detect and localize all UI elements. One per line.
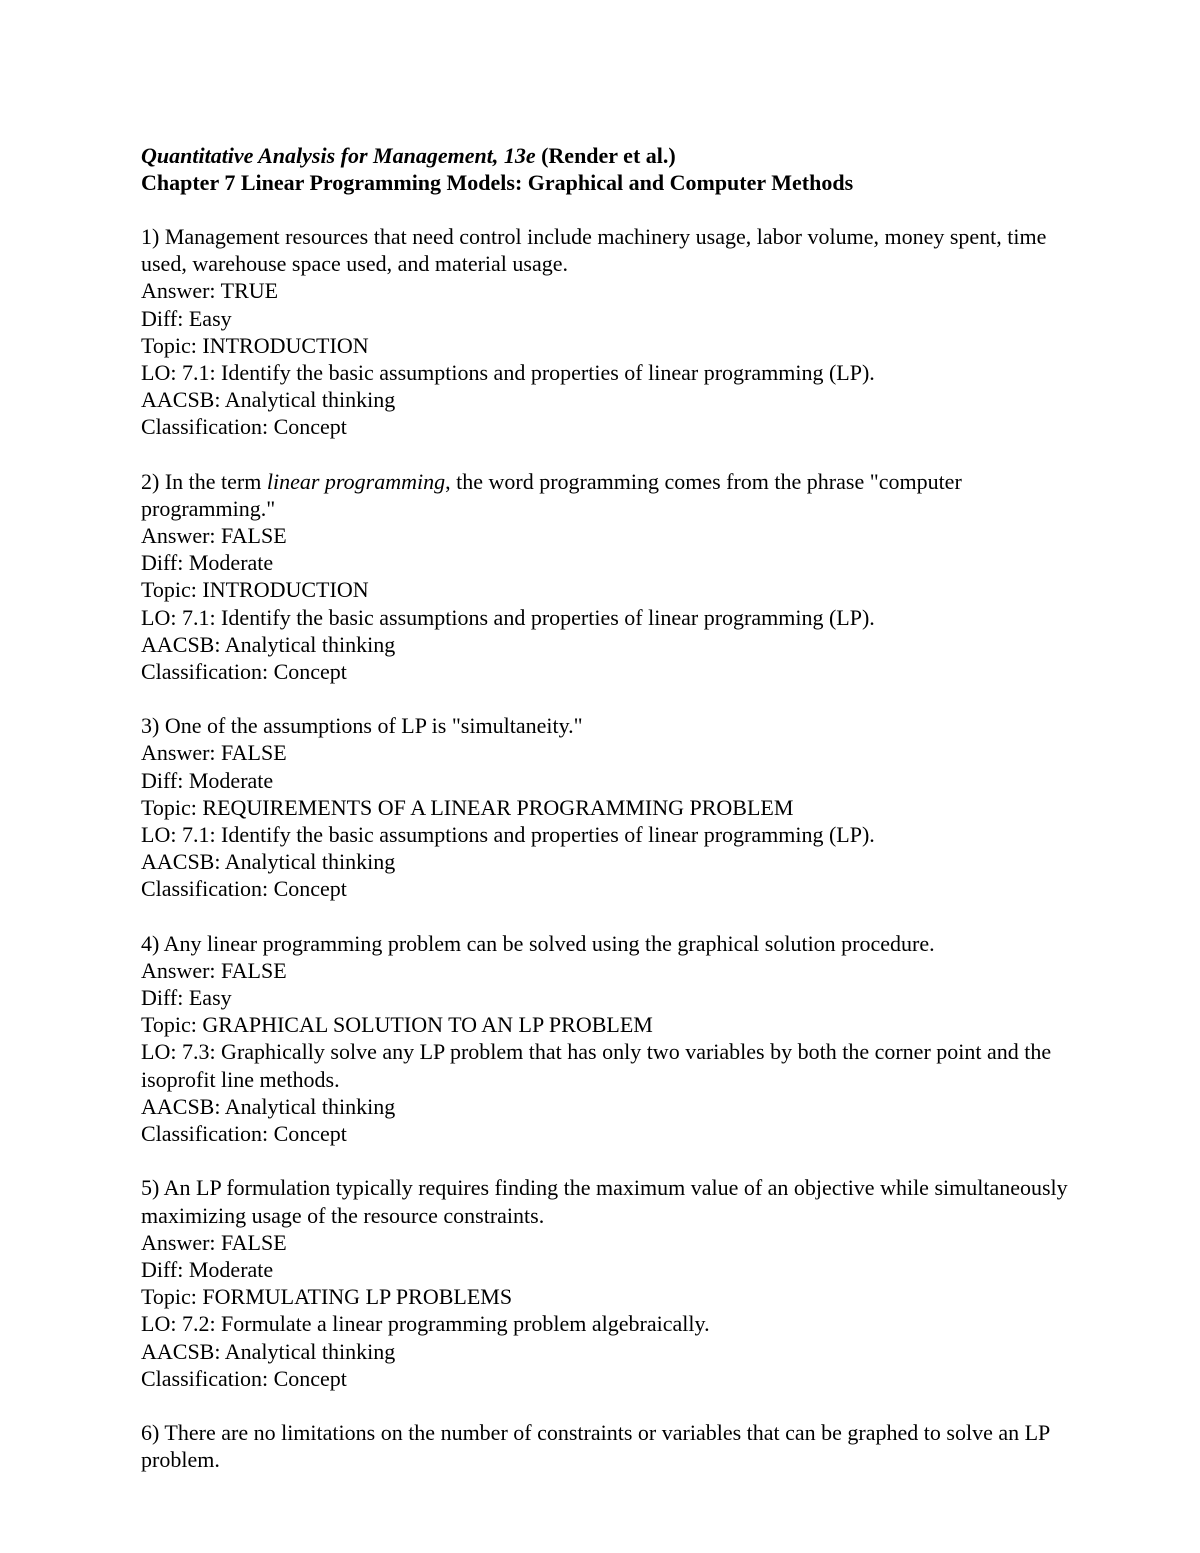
question-6	[141, 1419, 1071, 1473]
question-number: 3)	[141, 713, 160, 739]
learning-objective-line: LO: 7.1: Identify the basic assumptions and properties of linear programming (LP).	[141, 604, 875, 630]
learning-objective-line: LO: 7.3: Graphically solve any LP problem that has only two variables by both the corner point and the isoprofit line methods.	[141, 1039, 1052, 1092]
question-1	[141, 223, 1071, 441]
aacsb-line: AACSB: Analytical thinking	[141, 631, 396, 657]
question-text: 6) There are no limitations on the number of constraints or variables that can be graphed to solve an LP problem.	[141, 1419, 1050, 1473]
topic-line: Topic: INTRODUCTION	[141, 332, 369, 358]
question-text: 1) Management resources that need control include machinery usage, labor volume, money spent, time used, warehouse space used, and material usage.	[141, 224, 1047, 277]
answer-line: Answer: FALSE	[141, 523, 287, 549]
difficulty-line: Diff: Moderate	[141, 550, 274, 576]
classification-line: Classification: Concept	[141, 876, 347, 902]
chapter-title: Chapter 7 Linear Programming Models: Graphical and Computer Methods	[141, 170, 854, 195]
difficulty-line: Diff: Easy	[141, 305, 232, 331]
book-title: Quantitative Analysis for Management, 13e	[141, 143, 536, 168]
answer-line: Answer: FALSE	[141, 740, 287, 766]
learning-objective-line: LO: 7.2: Formulate a linear programming problem algebraically.	[141, 1311, 710, 1337]
question-number: 6)	[141, 1419, 160, 1445]
question-2	[141, 468, 1071, 686]
answer-line: Answer: FALSE	[141, 957, 287, 983]
classification-line: Classification: Concept	[141, 414, 347, 440]
emphasized-term: linear programming	[266, 468, 446, 494]
question-text: 2) In the term linear programming, the word programming comes from the phrase "computer programming."	[141, 468, 962, 521]
question-text: 3) One of the assumptions of LP is "simultaneity."	[141, 713, 583, 739]
learning-objective-line: LO: 7.1: Identify the basic assumptions and properties of linear programming (LP).	[141, 360, 875, 386]
difficulty-line: Diff: Moderate	[141, 767, 274, 793]
question-3	[141, 712, 1071, 902]
document-title	[141, 142, 1071, 169]
question-number: 4)	[141, 930, 160, 956]
answer-line: Answer: TRUE	[141, 278, 279, 304]
question-number: 5)	[141, 1175, 160, 1201]
topic-line: Topic: GRAPHICAL SOLUTION TO AN LP PROBLEM	[141, 1012, 653, 1038]
question-5	[141, 1174, 1071, 1392]
question-text: 4) Any linear programming problem can be solved using the graphical solution procedure.	[141, 930, 935, 956]
topic-line: Topic: INTRODUCTION	[141, 577, 369, 603]
topic-line: Topic: FORMULATING LP PROBLEMS	[141, 1284, 513, 1310]
question-number: 2)	[141, 468, 160, 494]
document-page	[141, 142, 1071, 1473]
difficulty-line: Diff: Easy	[141, 985, 232, 1011]
question-number: 1)	[141, 224, 160, 249]
book-authors: (Render et al.)	[535, 143, 676, 168]
aacsb-line: AACSB: Analytical thinking	[141, 849, 396, 875]
difficulty-line: Diff: Moderate	[141, 1256, 274, 1282]
question-4	[141, 930, 1071, 1148]
aacsb-line: AACSB: Analytical thinking	[141, 387, 396, 413]
aacsb-line: AACSB: Analytical thinking	[141, 1338, 396, 1364]
classification-line: Classification: Concept	[141, 659, 347, 685]
classification-line: Classification: Concept	[141, 1365, 347, 1391]
learning-objective-line: LO: 7.1: Identify the basic assumptions and properties of linear programming (LP).	[141, 822, 875, 848]
answer-line: Answer: FALSE	[141, 1229, 287, 1255]
topic-line: Topic: REQUIREMENTS OF A LINEAR PROGRAMMING PROBLEM	[141, 794, 794, 820]
classification-line: Classification: Concept	[141, 1121, 347, 1147]
aacsb-line: AACSB: Analytical thinking	[141, 1093, 396, 1119]
question-text: 5) An LP formulation typically requires finding the maximum value of an objective while simultaneously maximizing usage of the resource constraints.	[141, 1175, 1068, 1228]
